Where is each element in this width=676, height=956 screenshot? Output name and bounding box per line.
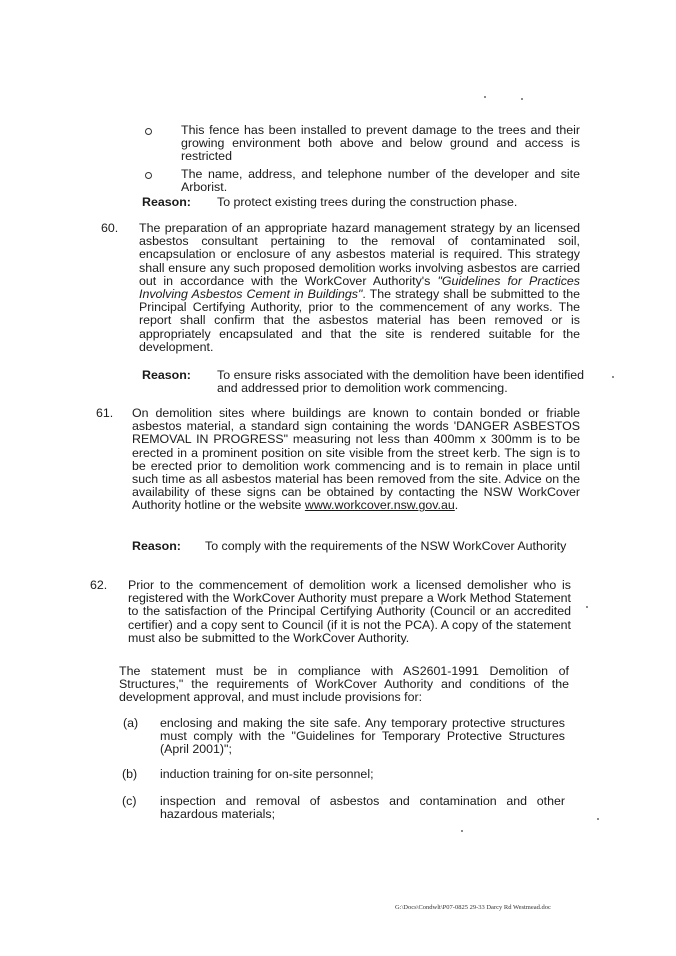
bullet-item: This fence has been installed to prevent damage to the trees and their growing environment both above and below ground and access is restricted bbox=[181, 123, 580, 164]
scan-speck bbox=[484, 96, 486, 98]
reason-label: Reason: bbox=[142, 368, 191, 382]
scan-speck bbox=[461, 830, 463, 832]
scan-speck bbox=[521, 98, 523, 100]
scan-speck bbox=[597, 818, 599, 820]
file-path-footer: G:\Docs\Condwlt\P07-0825 29-33 Darcy Rd Westmead.doc bbox=[395, 904, 551, 911]
item-number: 62. bbox=[90, 578, 108, 592]
item-text: The preparation of an appropriate hazard management strategy by an licensed asbestos consultant pertaining to the removal of contaminated soil, encapsulation or enclosure of any asbestos material is required. This strategy shall ensure any such proposed demolition works involving asbestos are carried out in accordance with the WorkCover Authority's "Guidelines for Practices Involving Asbestos Cement in Buildings". The strategy shall be submitted to the Principal Certifying Authority, prior to the commencement of any works. The report shall confirm that the asbestos material has been removed or is appropriately encapsulated and that the site is rendered suitable for the development. bbox=[139, 221, 581, 354]
item-text: On demolition sites where buildings are known to contain bonded or friable asbestos material, a standard sign containing the words 'DANGER ASBESTOS REMOVAL IN PROGRESS" measuring not less than 400mm x 300mm is to be erected in a prominent position on site visible from the street kerb. The sign is to be erected prior to demolition work commencing and is to remain in place until such time as all asbestos material has been removed from the site. Advice on the availability of these signs can be obtained by contacting the NSW WorkCover Authority hotline or the website www.workcover.nsw.gov.au. bbox=[132, 406, 580, 513]
reason-label: Reason: bbox=[142, 195, 191, 209]
item-text: Prior to the commencement of demolition work a licensed demolisher who is registered with the WorkCover Authority must prepare a Work Method Statement to the satisfaction of the Principal Certifying Authority (Council or an accredited certifier) and a copy sent to Council (if it is not the PCA). A copy of the statement must also be submitted to the WorkCover Authority. bbox=[128, 578, 571, 645]
reason-text: To comply with the requirements of the NSW WorkCover Authority bbox=[205, 539, 567, 553]
bullet-item: The name, address, and telephone number of the developer and site Arborist. bbox=[181, 167, 580, 195]
bullet-icon bbox=[145, 128, 152, 135]
workcover-website-link[interactable]: www.workcover.nsw.gov.au bbox=[304, 498, 455, 513]
provision-text: induction training for on-site personnel; bbox=[160, 767, 374, 781]
bullet-icon bbox=[145, 172, 152, 179]
item-number: 60. bbox=[101, 221, 119, 235]
item-number: 61. bbox=[96, 406, 114, 420]
provision-text: enclosing and making the site safe. Any temporary protective structures must comply with the "Guidelines for Temporary Protective Structures (April 2001)"; bbox=[160, 716, 565, 757]
scan-speck bbox=[586, 606, 588, 608]
reason-label: Reason: bbox=[132, 539, 181, 553]
reason-text: To ensure risks associated with the demolition have been identified and addressed prior to demolition work commencing. bbox=[217, 368, 584, 396]
reason-text: To protect existing trees during the construction phase. bbox=[217, 195, 518, 209]
provision-label: (b) bbox=[122, 767, 138, 781]
item-text-continued: The statement must be in compliance with AS2601-1991 Demolition of Structures," the requirements of WorkCover Authority and conditions of the development approval, and must include provisions for: bbox=[119, 664, 569, 705]
provision-label: (c) bbox=[122, 794, 137, 808]
provision-text: inspection and removal of asbestos and contamination and other hazardous materials; bbox=[160, 794, 565, 822]
provision-label: (a) bbox=[123, 716, 139, 730]
scan-speck bbox=[612, 376, 614, 378]
